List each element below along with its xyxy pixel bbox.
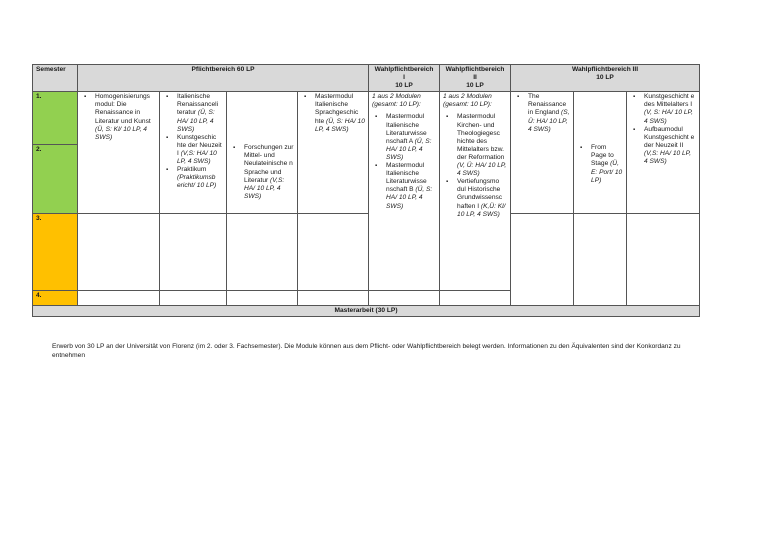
header-wahl2: Wahlpflichtbereich II 10 LP (440, 65, 511, 92)
semester-label-4: 4. (33, 291, 78, 306)
study-plan-table (32, 64, 700, 317)
semester-label-2: 2. (33, 145, 78, 214)
empty-cell (160, 214, 227, 291)
empty-cell (160, 291, 227, 306)
empty-cell (511, 214, 574, 306)
semester-label-1: 1. (33, 92, 78, 145)
empty-cell (78, 214, 160, 291)
semester-row-3 (33, 214, 700, 291)
header-pflicht: Pflichtbereich 60 LP (78, 65, 369, 92)
empty-cell (227, 214, 298, 291)
module-pflicht-list: ▪ Italienische Renaissanceli teratur (Ü, S: HA/ 10 LP, 4 SWS) ▪ Kunstgeschic hte der Neuzeit I (V,S: HA/ 10 LP, 4 SWS) ▪ Praktikum (Praktikumsb ericht/ 10 LP) (160, 92, 227, 214)
empty-cell (369, 291, 440, 306)
header-semester: Semester (33, 65, 78, 92)
empty-cell (298, 291, 369, 306)
empty-cell (627, 214, 700, 306)
footnote: Erwerb von 30 LP an der Universität von Florenz (im 2. oder 3. Fachsemester). Die Module können aus dem Pflicht- oder Wahlpflichtbereich belegt werden. Informationen zu den Äquivalenten sind der Konkordanz zu entnehmen (52, 343, 681, 359)
empty-cell (227, 291, 298, 306)
module-sprachgeschichte: ▪ Mastermodul Italienische Sprachgeschic hte (Ü, S: HA/ 10 LP, 4 SWS) (298, 92, 369, 214)
header-wahl3: Wahlpflichtbereich III 10 LP (511, 65, 700, 92)
masterarbeit-label: Masterarbeit (30 LP) (33, 306, 700, 317)
empty-cell (298, 214, 369, 291)
empty-cell (574, 214, 627, 306)
module-page-to-stage: ▪ From Page to Stage (Ü, E: Port/ 10 LP) (574, 92, 627, 214)
header-wahl1: Wahlpflichtbereich I 10 LP (369, 65, 440, 92)
module-forschungen: ▪ Forschungen zur Mittel- und Neulateinische n Sprache und Literatur (V,S: HA/ 10 LP, 4 SWS) (227, 92, 298, 214)
module-homogenisierung: ▪ Homogenisierungs modul: Die Renaissance in Literatur und Kunst (Ü, S: Kl/ 10 LP, 4 SWS) (78, 92, 160, 214)
semester-label-3: 3. (33, 214, 78, 291)
empty-cell (78, 291, 160, 306)
module-wahl2: 1 aus 2 Modulen (gesamt: 10 LP): ▪ Mastermodul Kirchen- und Theologiegesc hichte des Mittelalters bzw. der Reformation (V, Ü: HA/ 10 LP, 4 SWS) ▪ Vertiefungsmo dul Historische Grundwissensc haften I (K,Ü: Kl/ 10 LP, 4 SWS) (440, 92, 511, 291)
module-kunstgeschichte: ▪ Kunstgeschicht e des Mittelalters I (V, S: HA/ 10 LP, 4 SWS) ▪ Aufbaumodul Kunstgeschicht e der Neuzeit II (V,S: HA/ 10 LP, 4 SWS) (627, 92, 700, 214)
module-wahl1: 1 aus 2 Modulen (gesamt: 10 LP): ▪ Mastermodul Italienische Literaturwisse nschaft A (Ü, S: HA/ 10 LP, 4 SWS) ▪ Mastermodul Italienische Literaturwisse nschaft B (Ü, S: HA/ 10 LP, 4 SWS) (369, 92, 440, 291)
header-row (33, 65, 700, 92)
semester-row-1 (33, 92, 700, 145)
empty-cell (440, 291, 511, 306)
masterarbeit-row (33, 306, 700, 317)
module-renaissance-england: ▪ The Renaissance in England (S, Ü: HA/ 10 LP, 4 SWS) (511, 92, 574, 214)
